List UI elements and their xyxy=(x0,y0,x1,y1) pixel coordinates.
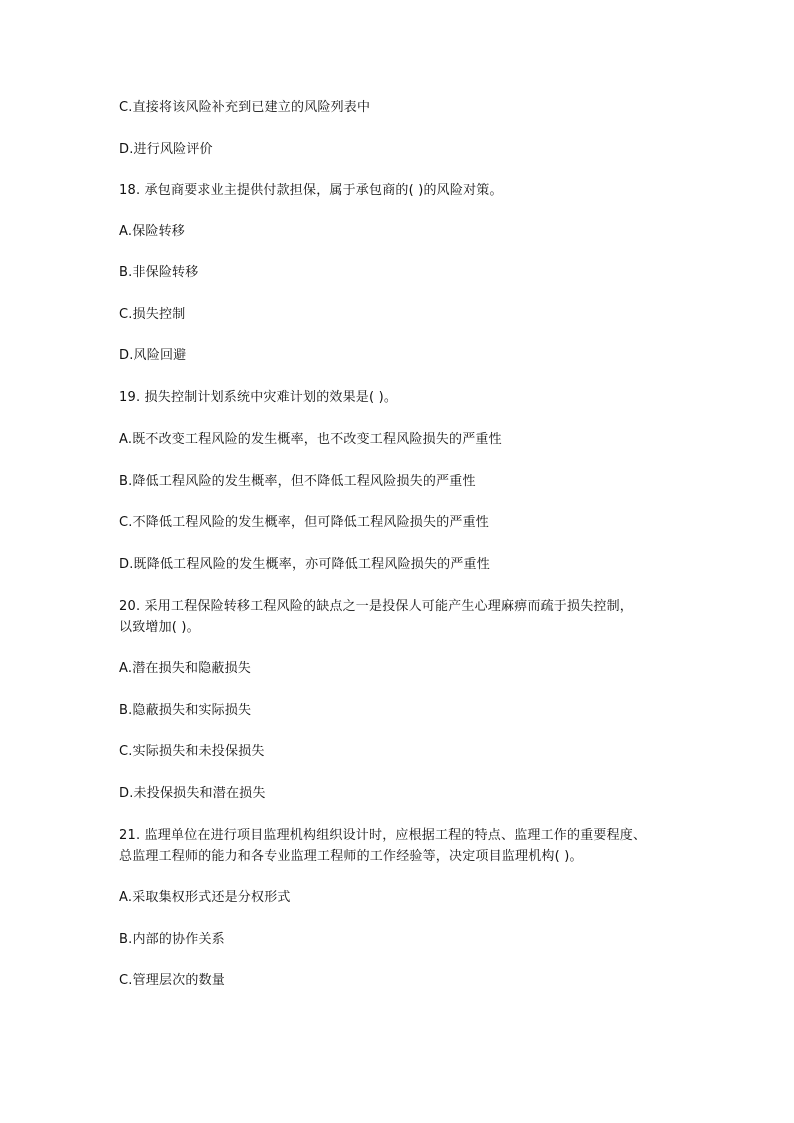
question-20-option-a: A.潜在损失和隐蔽损失 xyxy=(119,661,251,676)
question-18-option-d: D.风险回避 xyxy=(119,348,187,363)
question-21-line-2: 总监理工程师的能力和各专业监理工程师的工作经验等，决定项目监理机构( )。 xyxy=(119,849,583,864)
option-c-prev: C.直接将该风险补充到已建立的风险列表中 xyxy=(119,100,371,115)
question-18-option-c: C.损失控制 xyxy=(119,307,186,322)
question-19-option-c: C.不降低工程风险的发生概率，但可降低工程风险损失的严重性 xyxy=(119,515,490,530)
question-20-line-1: 20. 采用工程保险转移工程风险的缺点之一是投保人可能产生心理麻痹而疏于损失控制， xyxy=(119,599,634,614)
question-21-option-c: C.管理层次的数量 xyxy=(119,973,226,988)
question-20-option-b: B.隐蔽损失和实际损失 xyxy=(119,703,252,718)
question-19-option-d: D.既降低工程风险的发生概率，亦可降低工程风险损失的严重性 xyxy=(119,557,490,572)
question-18-option-a: A.保险转移 xyxy=(119,224,185,239)
question-19: 19. 损失控制计划系统中灾难计划的效果是( )。 xyxy=(119,390,398,405)
question-19-option-b: B.降低工程风险的发生概率，但不降低工程风险损失的严重性 xyxy=(119,474,476,489)
question-21-option-a: A.采取集权形式还是分权形式 xyxy=(119,890,291,905)
question-21-option-b: B.内部的协作关系 xyxy=(119,932,225,947)
option-d-prev: D.进行风险评价 xyxy=(119,142,213,157)
question-20-option-d: D.未投保损失和潜在损失 xyxy=(119,786,266,801)
question-20-option-c: C.实际损失和未投保损失 xyxy=(119,744,265,759)
question-18-option-b: B.非保险转移 xyxy=(119,265,199,280)
question-21-line-1: 21. 监理单位在进行项目监理机构组织设计时，应根据工程的特点、监理工作的重要程度、 xyxy=(119,828,647,843)
question-19-option-a: A.既不改变工程风险的发生概率，也不改变工程风险损失的严重性 xyxy=(119,432,502,447)
question-18: 18. 承包商要求业主提供付款担保，属于承包商的( )的风险对策。 xyxy=(119,183,503,198)
question-20-line-2: 以致增加( )。 xyxy=(119,620,200,635)
